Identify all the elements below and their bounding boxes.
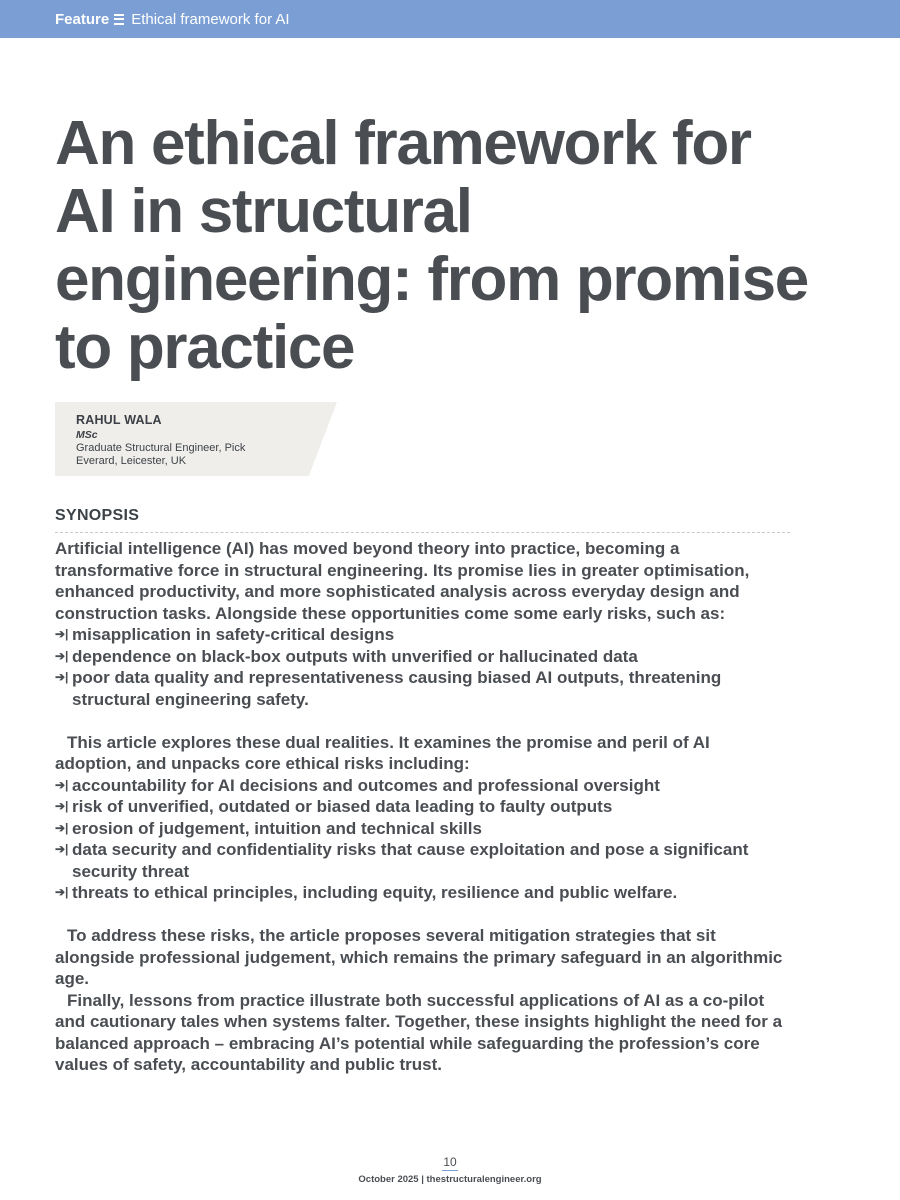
arrow-right-bar-icon: ➔|: [55, 820, 69, 835]
list-item: ➔| accountability for AI decisions and outcomes and professional oversight: [55, 775, 660, 795]
arrow-right-bar-icon: ➔|: [55, 842, 69, 856]
section-subtitle: Ethical framework for AI: [131, 10, 290, 28]
risk-list: [55, 624, 790, 710]
synopsis-para4: Finally, lessons from practice illustrate both successful applications of AI as a co-pilot and cautionary tales when systems falter. Together, these insights highlight the need for a balanced approach – embracing AI’s potential while safeguarding the profession’s core values of safety, accountability and public trust.: [55, 990, 783, 1074]
list-item: ➔| erosion of judgement, intuition and technical skills: [55, 818, 482, 838]
section-header-bar: [0, 0, 900, 38]
synopsis-para2: This article explores these dual realities. It examines the promise and peril of AI adoption, and unpacks core ethical risks including:: [55, 732, 710, 773]
arrow-right-bar-icon: ➔|: [55, 670, 69, 684]
section-label: Feature: [55, 10, 110, 28]
author-info: [76, 414, 276, 468]
synopsis-heading: SYNOPSIS: [55, 507, 140, 524]
list-item: ➔| data security and confidentiality risks that cause exploitation and pose a significant security threat: [55, 840, 749, 881]
triple-bar-icon: [114, 14, 124, 25]
list-item: ➔| threats to ethical principles, including equity, resilience and public welfare.: [55, 883, 678, 902]
list-item: ➔| dependence on black-box outputs with unverified or hallucinated data: [55, 646, 638, 666]
ethical-risk-list: [55, 775, 790, 904]
arrow-right-bar-icon: ➔|: [55, 648, 69, 663]
arrow-right-bar-icon: ➔|: [55, 627, 69, 641]
arrow-right-bar-icon: ➔|: [55, 777, 69, 792]
synopsis-body: [55, 538, 790, 1076]
page-footer: October 2025 | thestructuralengineer.org: [358, 1174, 542, 1185]
page-number: 10: [443, 1155, 457, 1169]
author-role: Graduate Structural Engineer, Pick Everard, Leicester, UK: [76, 442, 246, 467]
arrow-right-bar-icon: ➔|: [55, 885, 69, 899]
author-degree: MSc: [76, 429, 98, 441]
article-title: An ethical framework for AI in structural engineering: from promise to practice: [55, 109, 808, 382]
list-item: ➔| misapplication in safety-critical designs: [55, 625, 395, 644]
list-item: ➔| risk of unverified, outdated or biased data leading to faulty outputs: [55, 797, 613, 816]
arrow-right-bar-icon: ➔|: [55, 799, 69, 813]
synopsis-para3: To address these risks, the article proposes several mitigation strategies that sit alongside professional judgement, which remains the primary safeguard in an algorithmic age.: [55, 926, 783, 988]
author-name: RAHUL WALA: [76, 413, 162, 427]
synopsis-intro: Artificial intelligence (AI) has moved beyond theory into practice, becoming a transformative force in structural engineering. Its promise lies in greater optimisation, enhanced productivity, and more sophisticated analysis across everyday design and construction tasks. Alongside these opportunities come some early risks, such as:: [55, 539, 750, 623]
list-item: ➔| poor data quality and representativeness causing biased AI outputs, threatening structural engineering safety.: [55, 668, 722, 709]
divider: [55, 532, 790, 533]
